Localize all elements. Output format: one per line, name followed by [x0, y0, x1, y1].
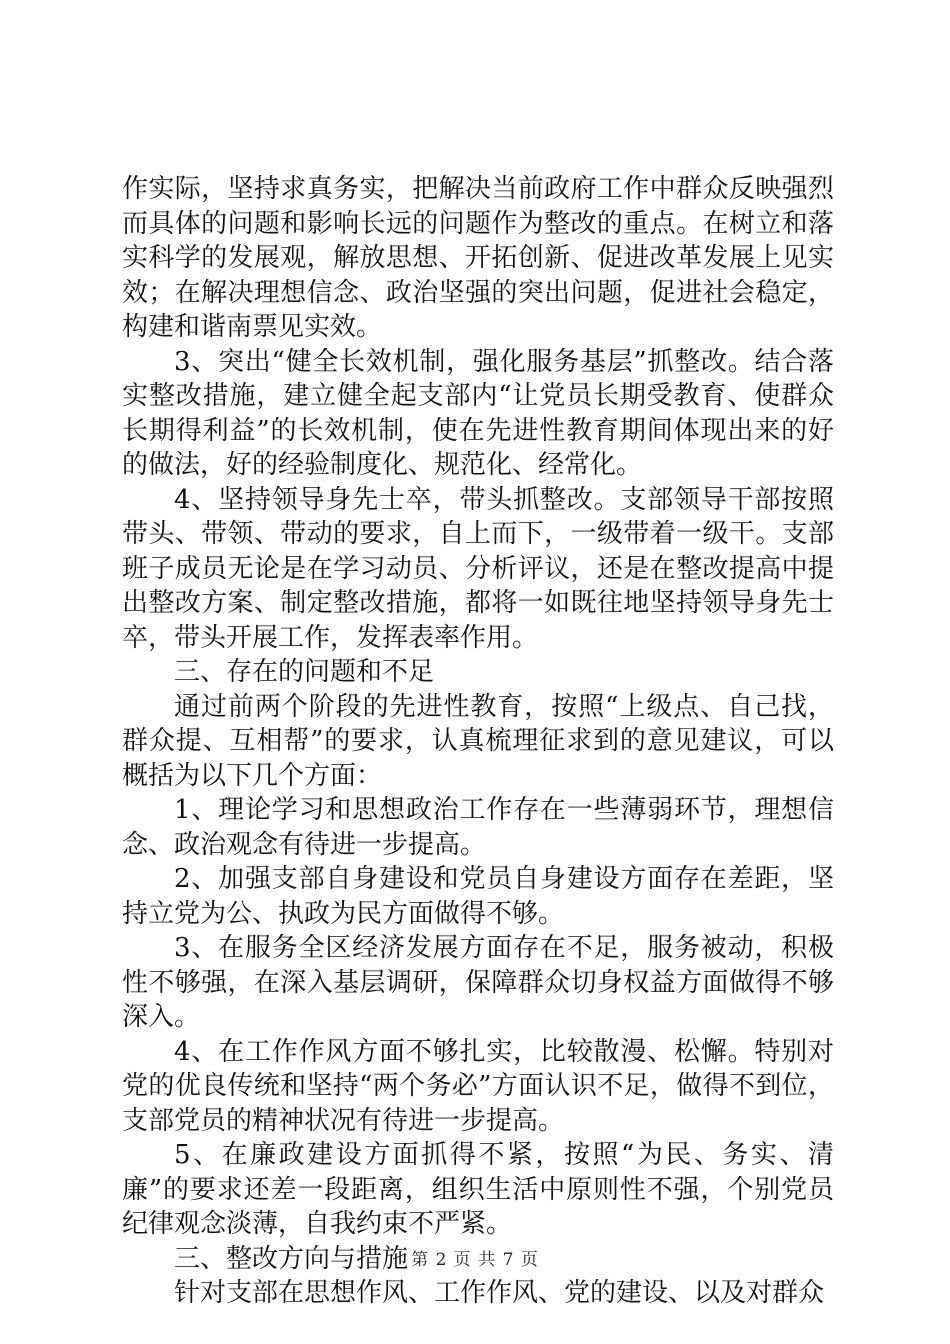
paragraph-problem-1: 1、理论学习和思想政治工作存在一些薄弱环节，理想信念、政治观念有待进一步提高。	[122, 795, 834, 860]
section-heading-measures: 三、整改方向与措施	[174, 1243, 409, 1274]
paragraph-problem-5: 5、在廉政建设方面抓得不紧，按照“为民、务实、清廉”的要求还差一段距离，组织生活中原则性不强，个别党员纪律观念淡薄，自我约束不严紧。	[122, 1140, 834, 1239]
paragraph-measures-intro: 针对支部在思想作风、工作作风、党的建设、以及对群众	[174, 1278, 825, 1308]
section-heading-problems: 三、存在的问题和不足	[174, 657, 435, 687]
paragraph-continuation: 作实际，坚持求真务实，把解决当前政府工作中群众反映强烈而具体的问题和影响长远的问题作为整改的重点。在树立和落实科学的发展观，解放思想、开拓创新、促进改革发展上见实效；在解决理想信念、政治坚强的突出问题，促进社会稳定，构建和谐南票见实效。	[122, 174, 834, 342]
paragraph-item-3-long-term-mechanism: 3、突出“健全长效机制，强化服务基层”抓整改。结合落实整改措施，建立健全起支部内“让党员长期受教育、使群众长期得利益”的长效机制，使在先进性教育期间体现出来的好的做法，好的经验制度化、规范化、经常化。	[122, 346, 834, 480]
paragraph-problems-intro: 通过前两个阶段的先进性教育，按照“上级点、自己找，群众提、互相帮”的要求，认真梳理征求到的意见建议，可以概括为以下几个方面：	[122, 691, 834, 791]
paragraph-problem-2: 2、加强支部自身建设和党员自身建设方面存在差距，坚持立党为公、执政为民方面做得不够。	[122, 864, 834, 929]
paragraph-problem-3: 3、在服务全区经济发展方面存在不足，服务被动，积极性不够强，在深入基层调研，保障群众切身权益方面做得不够深入。	[122, 933, 834, 1032]
page-footer: 第 2 页 共 7 页	[411, 1250, 539, 1270]
paragraph-item-4-leadership: 4、坚持领导身先士卒，带头抓整改。支部领导干部按照带头、带领、带动的要求，自上而下，一级带着一级干。支部班子成员无论是在学习动员、分析评议，还是在整改提高中提出整改方案、制定整改措施，都将一如既往地坚持领导身先士卒，带头开展工作，发挥表率作用。	[122, 484, 834, 653]
document-body	[122, 172, 834, 1311]
paragraph-problem-4: 4、在工作作风方面不够扎实，比较散漫、松懈。特别对党的优良传统和坚持“两个务必”方面认识不足，做得不到位，支部党员的精神状况有待进一步提高。	[122, 1036, 834, 1136]
